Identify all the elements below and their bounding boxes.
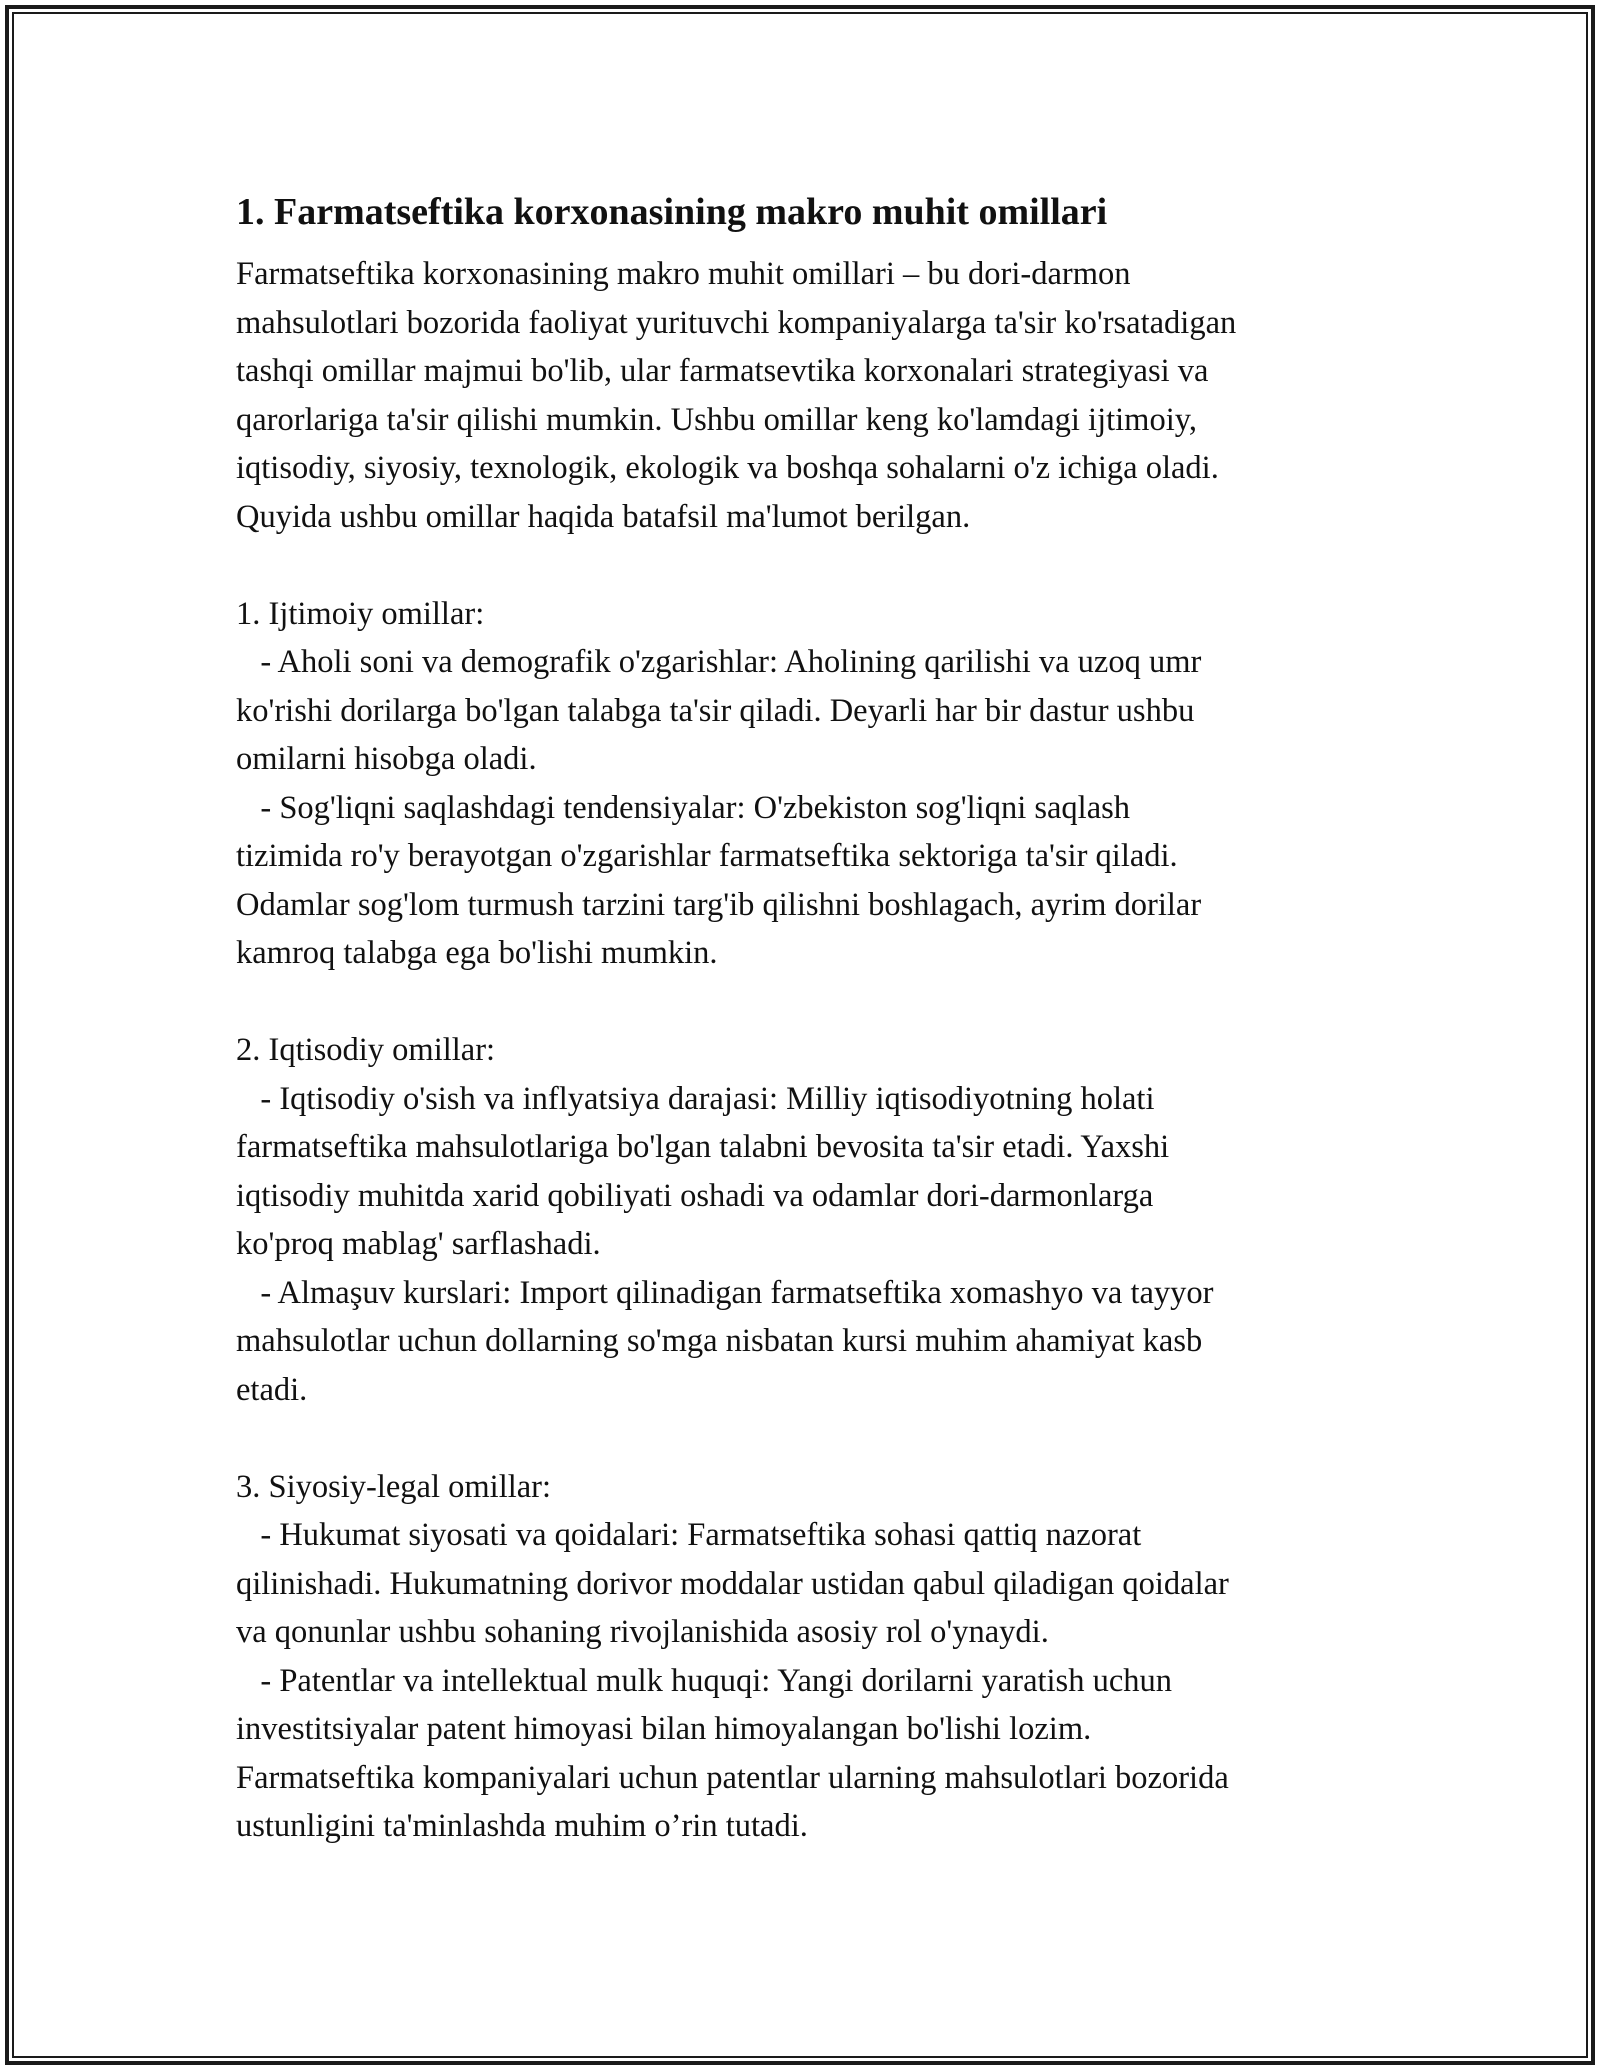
section-title-political-legal: 3. Siyosiy-legal omillar: bbox=[236, 1468, 552, 1505]
section-line: ustunligini ta'minlashda muhim o’rin tutadi. bbox=[236, 1808, 808, 1844]
section-line: farmatseftika mahsulotlariga bo'lgan talabni bevosita ta'sir etadi. Yaxshi bbox=[236, 1129, 1170, 1165]
document-body bbox=[236, 188, 1396, 1851]
section-line: etadi. bbox=[236, 1371, 308, 1408]
section-line: tizimida ro'y berayotgan o'zgarishlar farmatseftika sektoriga ta'sir qiladi. bbox=[236, 838, 1178, 874]
section-line: ko'rishi dorilarga bo'lgan talabga ta'sir qiladi. Deyarli har bir dastur ushbu bbox=[236, 692, 1195, 729]
section-line: - Patentlar va intellektual mulk huquqi: Yangi dorilarni yaratish uchun bbox=[236, 1662, 1173, 1699]
section-line: qilinishadi. Hukumatning dorivor moddalar ustidan qabul qiladigan qoidalar bbox=[236, 1565, 1229, 1602]
section-line: kamroq talabga ega bo'lishi mumkin. bbox=[236, 935, 718, 971]
intro-line: Quyida ushbu omillar haqida batafsil ma'lumot berilgan. bbox=[236, 498, 971, 535]
section-line: - Iqtisodiy o'sish va inflyatsiya darajasi: Milliy iqtisodiyotning holati bbox=[236, 1080, 1155, 1117]
section-line: Farmatseftika kompaniyalari uchun patentlar ularning mahsulotlari bozorida bbox=[236, 1759, 1229, 1796]
paragraph-spacer bbox=[236, 1414, 1396, 1463]
section-line: omilarni hisobga oladi. bbox=[236, 741, 537, 777]
section-line: iqtisodiy muhitda xarid qobiliyati oshadi va odamlar dori-darmonlarga bbox=[236, 1177, 1154, 1214]
intro-line: tashqi omillar majmui bo'lib, ular farmatsevtika korxonalari strategiyasi va bbox=[236, 353, 1209, 389]
section-line: va qonunlar ushbu sohaning rivojlanishida asosiy rol o'ynaydi. bbox=[236, 1614, 1049, 1650]
intro-line: mahsulotlari bozorida faoliyat yurituvchi kompaniyalarga ta'sir ko'rsatadigan bbox=[236, 304, 1237, 341]
intro-line: iqtisodiy, siyosiy, texnologik, ekologik va boshqa sohalarni o'z ichiga oladi. bbox=[236, 450, 1219, 486]
section-line: - Sog'liqni saqlashdagi tendensiyalar: O'zbekiston sog'liqni saqlash bbox=[236, 789, 1131, 826]
intro-line: qarorlariga ta'sir qilishi mumkin. Ushbu omillar keng ko'lamdagi ijtimoiy, bbox=[236, 401, 1197, 438]
intro-line: Farmatseftika korxonasining makro muhit omillari – bu dori-darmon bbox=[236, 256, 1131, 292]
section-line: - Almaşuv kurslari: Import qilinadigan farmatseftika xomashyo va tayyor bbox=[236, 1274, 1214, 1311]
section-line: - Aholi soni va demografik o'zgarishlar: Aholining qarilishi va uzoq umr bbox=[236, 644, 1202, 680]
section-line: - Hukumat siyosati va qoidalari: Farmatseftika sohasi qattiq nazorat bbox=[236, 1517, 1142, 1553]
section-line: investitsiyalar patent himoyasi bilan himoyalangan bo'lishi lozim. bbox=[236, 1711, 1092, 1747]
paragraph-spacer bbox=[236, 978, 1396, 1027]
intro-paragraph bbox=[236, 250, 1396, 1851]
paragraph-spacer bbox=[236, 541, 1396, 590]
page-title: 1. Farmatseftika korxonasining makro muhit omillari bbox=[236, 191, 1108, 233]
section-line: ko'proq mablag' sarflashadi. bbox=[236, 1226, 601, 1262]
section-line: Odamlar sog'lom turmush tarzini targ'ib qilishni boshlagach, ayrim dorilar bbox=[236, 886, 1202, 923]
section-title-social: 1. Ijtimoiy omillar: bbox=[236, 595, 485, 632]
section-title-economic: 2. Iqtisodiy omillar: bbox=[236, 1032, 496, 1068]
section-line: mahsulotlar uchun dollarning so'mga nisbatan kursi muhim ahamiyat kasb bbox=[236, 1323, 1203, 1359]
